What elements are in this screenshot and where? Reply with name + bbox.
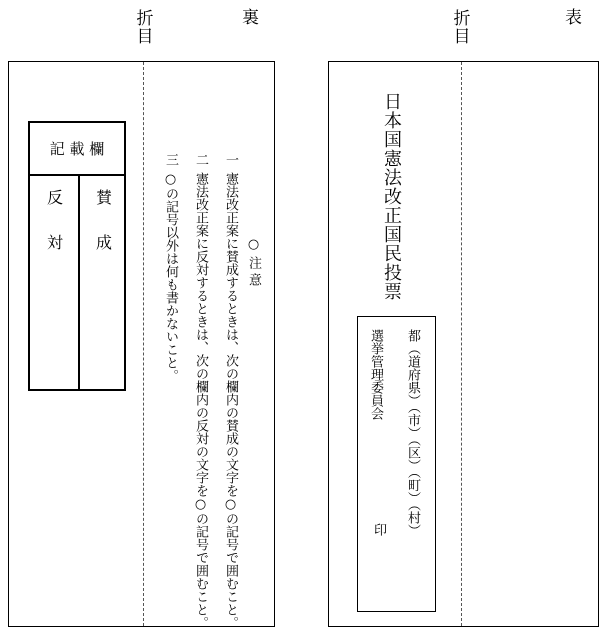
committee-seal-box [357,316,436,612]
notice-title: ○ 注 意 [246,237,261,287]
notice-number: 一 [223,153,238,166]
fold-line [143,62,144,626]
notice-3 [163,153,177,382]
admin-division-line: 都（道府県）（市）（区）（町）（村） [405,329,420,537]
vote-option-oppose[interactable] [30,176,78,389]
vote-option-approve[interactable] [80,176,126,389]
ballot-back-panel [8,61,275,627]
right-side-label: 表 [565,8,582,28]
vote-option-oppose-label: 反 対 [44,189,64,263]
left-fold-label: 折目 [136,9,154,47]
notice-number: 二 [193,153,208,166]
notice-text: 憲法改正案に反対するときは、次の欄内の反対の文字を○の記号で囲むこと。 [193,172,208,629]
notice-text: ○の記号以外は何も書かないこと。 [163,172,178,382]
notice-1 [223,153,237,629]
right-fold-label: 折目 [453,9,471,47]
fold-line [461,62,462,626]
vote-box-header [30,123,124,176]
notice-text: 憲法改正案に賛成するときは、次の欄内の賛成の文字を○の記号で囲むこと。 [223,172,238,629]
notice-number: 三 [163,153,178,166]
vote-option-approve-label: 賛 成 [93,189,113,263]
ballot-title: 日本国憲法改正国民投票 [381,92,402,301]
vote-entry-box [28,121,126,391]
seal-mark: 印 [371,523,386,536]
ballot-front-panel [328,61,599,627]
notice-2 [193,153,207,629]
vote-box-header-text: 記 載 欄 [49,140,105,158]
left-side-label: 裏 [242,8,259,28]
election-committee-label: 選挙管理委員会 [368,329,383,420]
